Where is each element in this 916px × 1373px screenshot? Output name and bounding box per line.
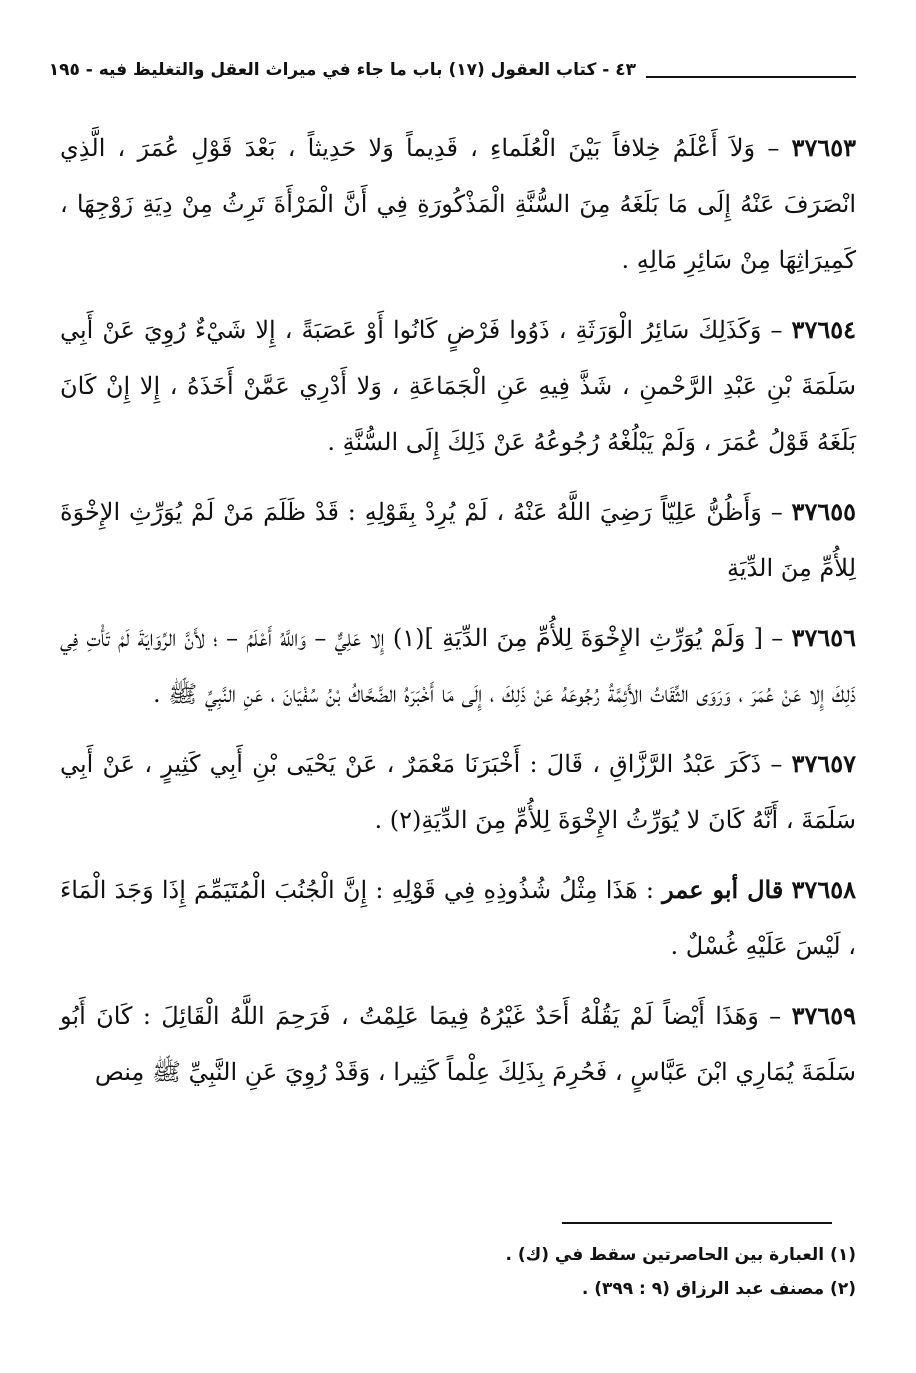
paragraph-37655 [60,484,856,596]
footnote-1: (١) العبارة بين الحاصرتين سقط في (ك) . [505,1245,856,1265]
paragraph-text: – وَهَذَا أَيْضاً لَمْ يَقُلْهُ أَحَدٌ غَيْرُهُ فِيمَا عَلِمْتُ ، فَرَحِمَ اللَّهُ الْقَائِلَ : كَانَ أَبُو سَلَمَةَ يُمَارِي ابْنَ عَبَّاسٍ ، فَحُرِمَ بِذَلِكَ عِلْماً كَثِيرا ، وَقَدْ رُوِيَ عَنِ النَّبِيِّ ﷺ مِنص [60,1002,856,1086]
header-title: ٤٣ - كتاب العقول (١٧) باب ما جاء في ميراث العقل والتغليظ فيه - ١٩٥ [48,60,636,80]
paragraph-text: – ذَكَرَ عَبْدُ الرَّزَّاقِ ، قَالَ : أَخْبَرَنَا مَعْمَرٌ ، عَنْ يَحْيَى بْنِ أَبِي كَثِيرٍ ، عَنْ أَبِي سَلَمَةَ ، أَنَّهُ كَانَ لا يُوَرِّثُ الإِخْوَةَ لِلأُمِّ مِنَ الدِّيَةِ(٢) . [60,750,856,834]
paragraph-text: – وَلاَ أَعْلَمُ خِلافاً بَيْنَ الْعُلَماءِ ، قَدِيماً وَلا حَدِيثاً ، بَعْدَ قَوْلِ عُمَرَ ، الَّذِي انْصَرَفَ عَنْهُ إِلَى مَا بَلَغَهُ مِنَ السُّنَّةِ الْمَذْكُورَةِ فِي أَنَّ الْمَرْأَةَ تَرِثُ مِنْ دِيَةِ زَوْجِهَا ، كَمِيرَاثِهَا مِنْ سَائِرِ مَالِهِ . [60,134,856,274]
paragraph-lead: قال أبو عمر [662,875,784,904]
paragraph-number: ٣٧٦٥٨ [791,875,856,904]
paragraph-37654 [60,302,856,470]
paragraph-text: – وَأَظُنُّ عَلِيّاً رَضِيَ اللَّهُ عَنْهُ ، لَمْ يُرِدْ بِقَوْلِهِ : قَدْ ظَلَمَ مَنْ لَمْ يُوَرِّثِ الإِخْوَةَ لِلأُمِّ مِنَ الدِّيَةِ [60,498,856,582]
paragraph-number: ٣٧٦٥٤ [791,315,856,344]
footnotes [60,1238,856,1306]
footnote-2: (٢) مصنف عبد الرزاق (٩ : ٣٩٩) . [581,1279,856,1299]
paragraph-text: – [ وَلَمْ يُوَرِّثِ الإِخْوَةَ لِلأُمِّ مِنَ الدِّيَةِ ](١) إِلا عَلِيٌّ – وَاللَّهُ أَعْلَمُ – ؛ لأَنَّ الرِّوَايَةَ لَمْ تَأْتِ فِي ذَلِكَ إِلا عَنْ عُمَرَ ، وَرَوَى الثِّقَاتُ الأَئِمَّةُ رُجُوعَهُ عَنْ ذَلِكَ ، إِلَى مَا أَخْبَرَهُ الضَّحَّاكُ بْنُ سُفْيَانَ ، عَنِ النَّبِيِّ ﷺ . [60,624,856,708]
paragraph-number: ٣٧٦٥٦ [791,623,856,652]
paragraph-number: ٣٧٦٥٩ [791,1001,857,1030]
paragraph-number: ٣٧٦٥٥ [791,497,856,526]
paragraph-37657 [60,736,856,848]
footnote-separator [562,1222,832,1224]
paragraph-number: ٣٧٦٥٧ [791,749,856,778]
paragraph-37656 [60,610,856,722]
paragraph-text: – وَكَذَلِكَ سَائِرُ الْوَرَثَةِ ، ذَوُوا فَرْضٍ كَانُوا أَوْ عَصَبَةً ، إِلا شَيْءٌ رُوِيَ عَنْ أَبِي سَلَمَةَ بْنِ عَبْدِ الرَّحْمنِ ، شَذَّ فِيهِ عَنِ الْجَمَاعَةِ ، وَلا أَدْرِي عَمَّنْ أَخَذَهُ ، إِلا إِنْ كَانَ بَلَغَهُ قَوْلُ عُمَرَ ، وَلَمْ يَبْلُغْهُ رُجُوعُهُ عَنْ ذَلِكَ إِلَى السُّنَّةِ . [60,316,856,456]
paragraph-37658 [60,862,856,974]
running-header [48,60,856,90]
header-rule [646,76,856,78]
paragraph-37653 [60,120,856,288]
paragraph-text: : هَذَا مِثْلُ شُذُوذِهِ فِي قَوْلِهِ : إِنَّ الْجُنُبَ الْمُتَيَمِّمَ إِذَا وَجَدَ الْمَاءَ ، لَيْسَ عَلَيْهِ غُسْلٌ . [60,876,856,960]
paragraph-37659 [60,988,856,1100]
paragraph-number: ٣٧٦٥٣ [791,133,856,162]
main-text [60,120,856,1114]
